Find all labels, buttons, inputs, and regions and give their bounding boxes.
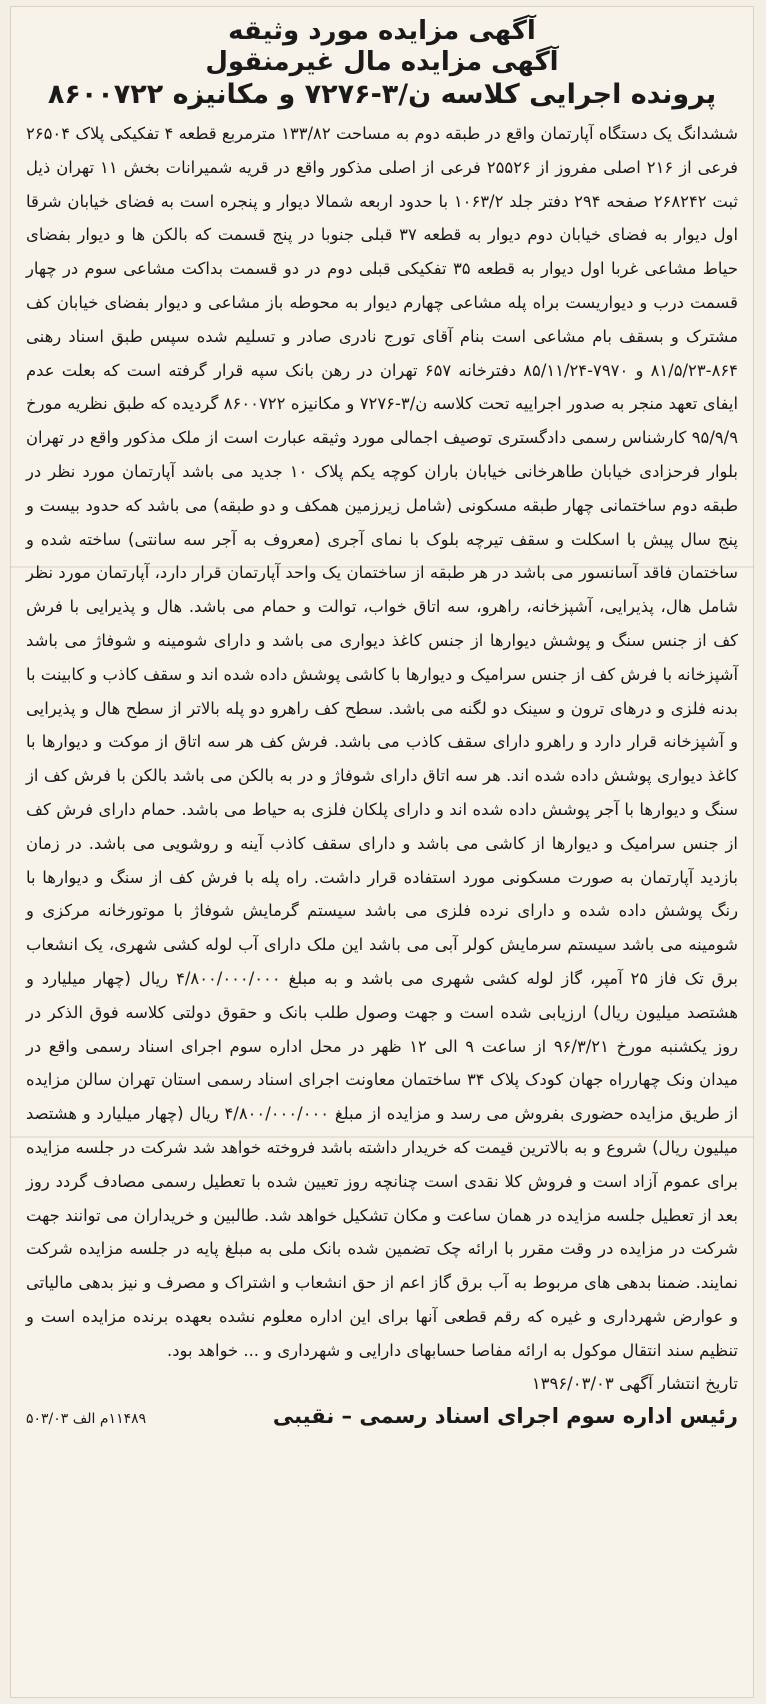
paper-fold-line: [10, 566, 754, 568]
newspaper-clipping: [10, 6, 754, 1698]
signature: رئیس اداره سوم اجرای اسناد رسمی – نقیبی: [272, 1404, 738, 1429]
case-file-title: پرونده اجرایی کلاسه ن/۳-۷۲۷۶ و مکانیزه ۸۶۰۰۷۲۲: [47, 79, 717, 110]
notice-body: ششدانگ یک دستگاه آپارتمان واقع در طبقه دوم به مساحت ۱۳۳/۸۲ مترمربع قطعه ۴ تفکیکی پلاک ۲۶۵۰۴ فرعی از ۲۱۶ اصلی مفروز از ۲۵۵۲۶ فرعی از اصلی مذکور واقع در قریه شمیرانات بخش ۱۱ تهران ذیل ثبت ۲۶۸۲۴۲ صفحه ۲۹۴ دفتر جلد ۱۰۶۳/۲ با حدود اربعه شمالا دیوار و پنجره است به فضای خیابان شرقا اول دیوار به فضای خیابان دوم دیوار به قطعه ۳۷ قبلی جنوبا در پنج قسمت که بالکن ها و دیوار بفضای حیاط مشاعی غربا اول دیوار به قطعه ۳۵ تفکیکی قبلی دوم در دو قسمت بداکت مشاعی سوم در چهار قسمت درب و دیواریست براه پله مشاعی چهارم دیوار به محوطه باز مشاعی و دیوار بفضای خیابان کف مشترک و بسقف بام مشاعی است بنام آقای تورج نادری صادر و تسلیم شده سپس طبق اسناد رهنی ۸۶۴-۸۱/۵/۲۳ و ۷۹۷۰-۸۵/۱۱/۲۴ دفترخانه ۶۵۷ تهران در رهن بانک سپه قرار گرفته است که بعلت عدم ایفای تعهد منجر به صدور اجراییه تحت کلاسه ن/۳-۷۲۷۶ و مکانیزه ۸۶۰۰۷۲۲ گردیده که طبق نظریه مورخ ۹۵/۹/۹ کارشناس رسمی دادگستری توصیف اجمالی مورد وثیقه عبارت است از ملک مذکور واقع در تهران بلوار فرحزادی خیابان طاهرخانی خیابان باران کوچه یکم پلاک ۱۰ جدید می باشد آپارتمان مورد نظر در طبقه دوم ساختمانی چهار طبقه مسکونی (شامل زیرزمین همکف و دو طبقه) می باشد که حدود بیست و پنج سال پیش با اسکلت و سقف تیرچه بلوک با نمای آجری (معروف به آجر سه سانتی) ساخته شده و ساختمان فاقد آسانسور می باشد در هر طبقه از ساختمان یک واحد آپارتمان قرار دارد، آپارتمان مورد نظر شامل هال، پذیرایی، آشپزخانه، راهرو، سه اتاق خواب، توالت و حمام می باشد. هال و پذیرایی با فرش کف از جنس سنگ و پوشش دیوارها از جنس کاغذ دیواری می باشد و دارای شومینه و شوفاژ می باشد آشپزخانه با فرش کف از جنس سرامیک و دیوارها با کاشی پوشش داده شده اند و سقف کاذب و کابینت با بدنه فلزی و درهای ترون و سینک دو لگنه می باشد. سطح کف راهرو دو پله بالاتر از سطح هال و پذیرایی و آشپزخانه قرار دارد و راهرو دارای سقف کاذب می باشد. فرش کف هر سه اتاق از موکت و دیوارها با کاغذ دیواری پوشش داده شده اند. هر سه اتاق دارای شوفاژ و در به بالکن می باشد بالکن با فرش کف از سنگ و دیوارها با آجر پوشش داده شده اند و دارای پلکان فلزی به حیاط می باشد. حمام دارای فرش کف از جنس سرامیک و دیوارها از کاشی می باشد و دارای سقف کاذب آینه و روشویی می باشد. در زمان بازدید آپارتمان به صورت مسکونی مورد استفاده قرار داشت. راه پله با فرش کف از سنگ و دیوارها با رنگ پوشش داده شده و دارای نرده فلزی می باشد سیستم گرمایش شوفاژ با موتورخانه مرکزی و شومینه می باشد سیستم سرمایش کولر آبی می باشد این ملک دارای آب لوله کشی شهری، یک انشعاب برق تک فاز ۲۵ آمپر، گاز لوله کشی شهری می باشد و به مبلغ ۴/۸۰۰/۰۰۰/۰۰۰ ریال (چهار میلیارد و هشتصد میلیون ریال) ارزیابی شده است و جهت وصول طلب بانک و حقوق دولتی کلاسه فوق الذکر در روز یکشنبه مورخ ۹۶/۳/۲۱ از ساعت ۹ الی ۱۲ ظهر در محل اداره سوم اجرای اسناد رسمی واقع در میدان ونک چهارراه جهان کودک پلاک ۳۴ ساختمان معاونت اجرای اسناد رسمی استان تهران سالن مزایده از طریق مزایده حضوری بفروش می رسد و مزایده از مبلغ ۴/۸۰۰/۰۰۰/۰۰۰ ریال (چهار میلیارد و هشتصد میلیون ریال) شروع و به بالاترین قیمت که خریدار داشته باشد فروخته خواهد شد شرکت در جلسه مزایده برای عموم آزاد است و فروش کلا نقدی است چنانچه روز تعیین شده با تعطیل رسمی مصادف گردد روز بعد از تعطیل جلسه مزایده در همان ساعت و مکان تشکیل خواهد شد. طالبین و خریداران می توانند جهت شرکت در مزایده در وقت مقرر با ارائه چک تضمین شده بانک ملی به مبلغ پایه در جلسه مزایده شرکت نمایند. ضمنا بدهی های مربوط به آب برق گاز اعم از حق انشعاب و اشتراک و مصرف و نیز بدهی مالیاتی و عوارض شهرداری و غیره که رقم قطعی آنها برای این اداره معلوم نشده بعهده برنده مزایده است و تنظیم سند انتقال موکول به ارائه مفاصا حسابهای دارایی و شهرداری و ... خواهد بود.: [26, 124, 738, 1360]
paper-fold-line: [10, 1136, 754, 1138]
notice-subtitle: آگهی مزایده مال غیرمنقول: [205, 47, 559, 77]
notice-header: [26, 16, 738, 111]
notice-footer: [26, 1369, 738, 1434]
publish-date: تاریخ انتشار آگهی ۱۳۹۶/۰۳/۰۳: [531, 1374, 738, 1394]
signature-row: [26, 1401, 738, 1434]
notice-title: آگهی مزایده مورد وثیقه: [228, 16, 536, 46]
reference-code: ۱۱۴۸۹م الف ۵۰۳/۰۳: [26, 1411, 147, 1428]
